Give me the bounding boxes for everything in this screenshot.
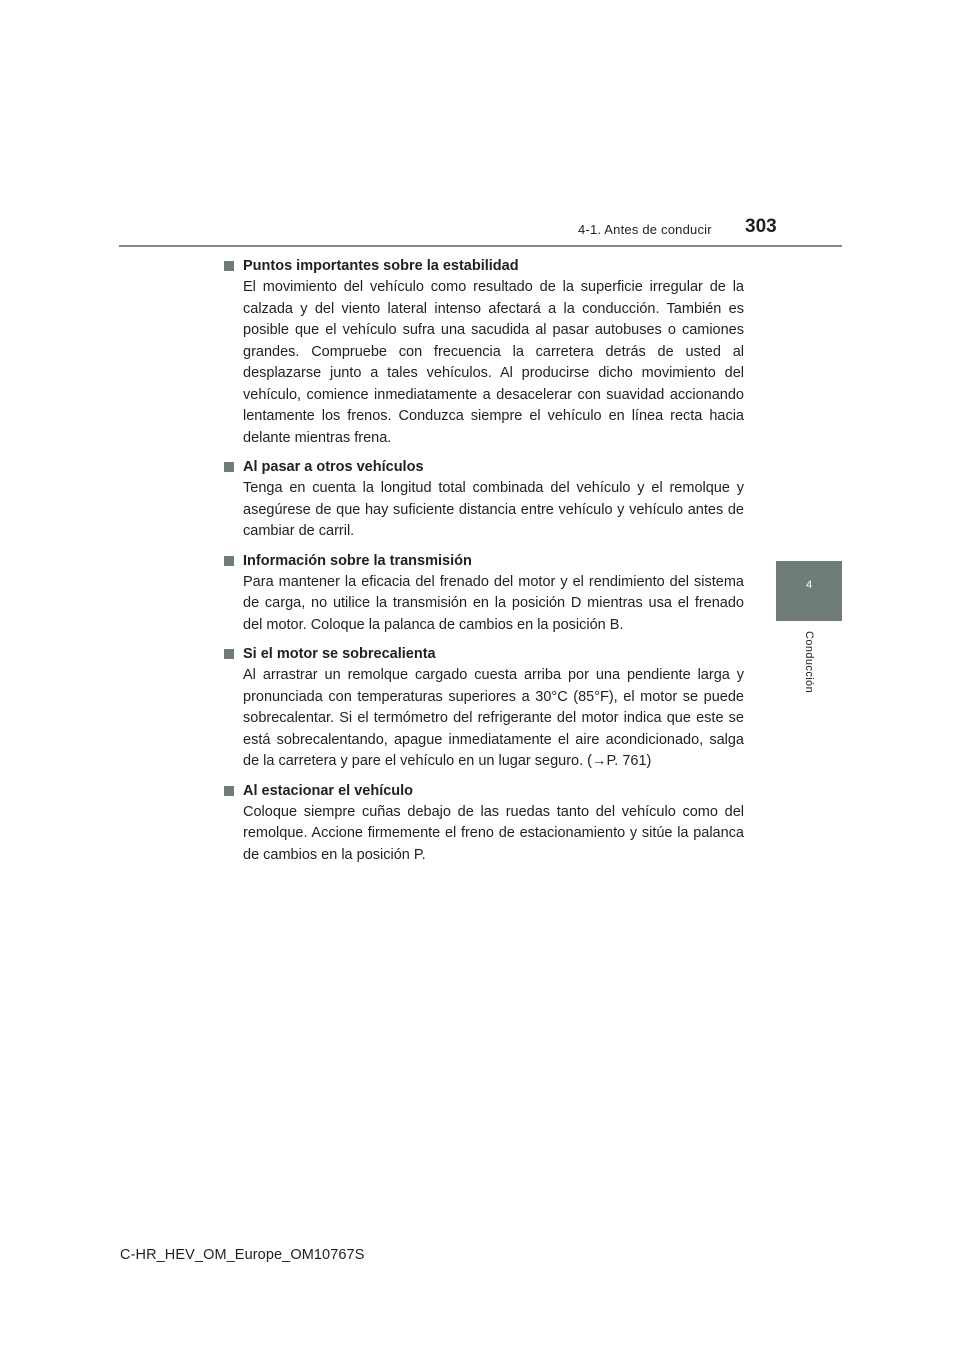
section-estacionar: [224, 780, 744, 867]
section-title: [224, 550, 744, 572]
chapter-tab-number: 4: [805, 579, 813, 591]
document-id-footer: C-HR_HEV_OM_Europe_OM10767S: [120, 1247, 365, 1263]
section-title-text: Al estacionar el vehículo: [243, 782, 414, 799]
section-pasar-vehiculos: [224, 456, 744, 543]
page-number: 303: [745, 216, 777, 237]
section-sobrecalentamiento: [224, 643, 744, 773]
chapter-tab-label: Conducción: [803, 631, 815, 694]
header-divider: [119, 245, 842, 247]
section-title: [224, 780, 744, 802]
section-body: El movimiento del vehículo como resultado de la superficie irregular de la calzada y del viento lateral intenso afectará a la conducción. También es posible que el vehículo sufra una sacudida al pasar autobuses o camiones grandes. Compruebe con frecuencia la carretera detrás de usted al desplazarse junto a tales vehículos. Al producirse dicho movimiento del vehículo, comience inmediatamente a desacelerar con suavidad accionando lentamente los frenos. Conduzca siempre el vehículo en línea recta hacia delante mientras frena.: [243, 279, 744, 446]
header-section-title: 4-1. Antes de conducir: [578, 222, 712, 237]
square-bullet-icon: [224, 649, 234, 659]
chapter-tab[interactable]: [776, 561, 842, 621]
square-bullet-icon: [224, 462, 234, 472]
section-body: Tenga en cuenta la longitud total combinada del vehículo y el remolque y asegúrese de que hay suficiente distancia entre vehículo y vehículo antes de cambiar de carril.: [243, 480, 744, 539]
section-title: [224, 255, 744, 277]
section-transmision: [224, 550, 744, 637]
section-body: Coloque siempre cuñas debajo de las ruedas tanto del vehículo como del remolque. Accione firmemente el freno de estacionamiento y sitúe la palanca de cambios en la posición P.: [243, 803, 744, 863]
section-title-text: Puntos importantes sobre la estabilidad: [243, 258, 519, 274]
section-title: [224, 456, 744, 478]
section-estabilidad: [224, 255, 744, 449]
square-bullet-icon: [224, 786, 234, 796]
section-title-text: Si el motor se sobrecalienta: [243, 646, 436, 662]
section-body: Para mantener la eficacia del frenado del motor y el rendimiento del sistema de carga, no utilice la transmisión en la posición D mientras usa el frenado del motor. Coloque la palanca de cambios en la posición B.: [243, 573, 744, 633]
square-bullet-icon: [224, 261, 234, 271]
square-bullet-icon: [224, 556, 234, 566]
section-title: [224, 643, 744, 665]
section-body: Al arrastrar un remolque cargado cuesta arriba por una pendiente larga y pronunciada con temperaturas superiores a 30°C (85°F), el motor se puede sobrecalentar. Si el termómetro del refrigerante del motor indica que este se está sobrecalentando, apague inmediatamente el aire acondicionado, salga de la carretera y pare el vehículo en un lugar seguro. (→P. 761): [243, 667, 744, 769]
page-content: [224, 252, 744, 866]
section-title-text: Al pasar a otros vehículos: [243, 459, 424, 475]
section-title-text: Información sobre la transmisión: [243, 552, 472, 569]
